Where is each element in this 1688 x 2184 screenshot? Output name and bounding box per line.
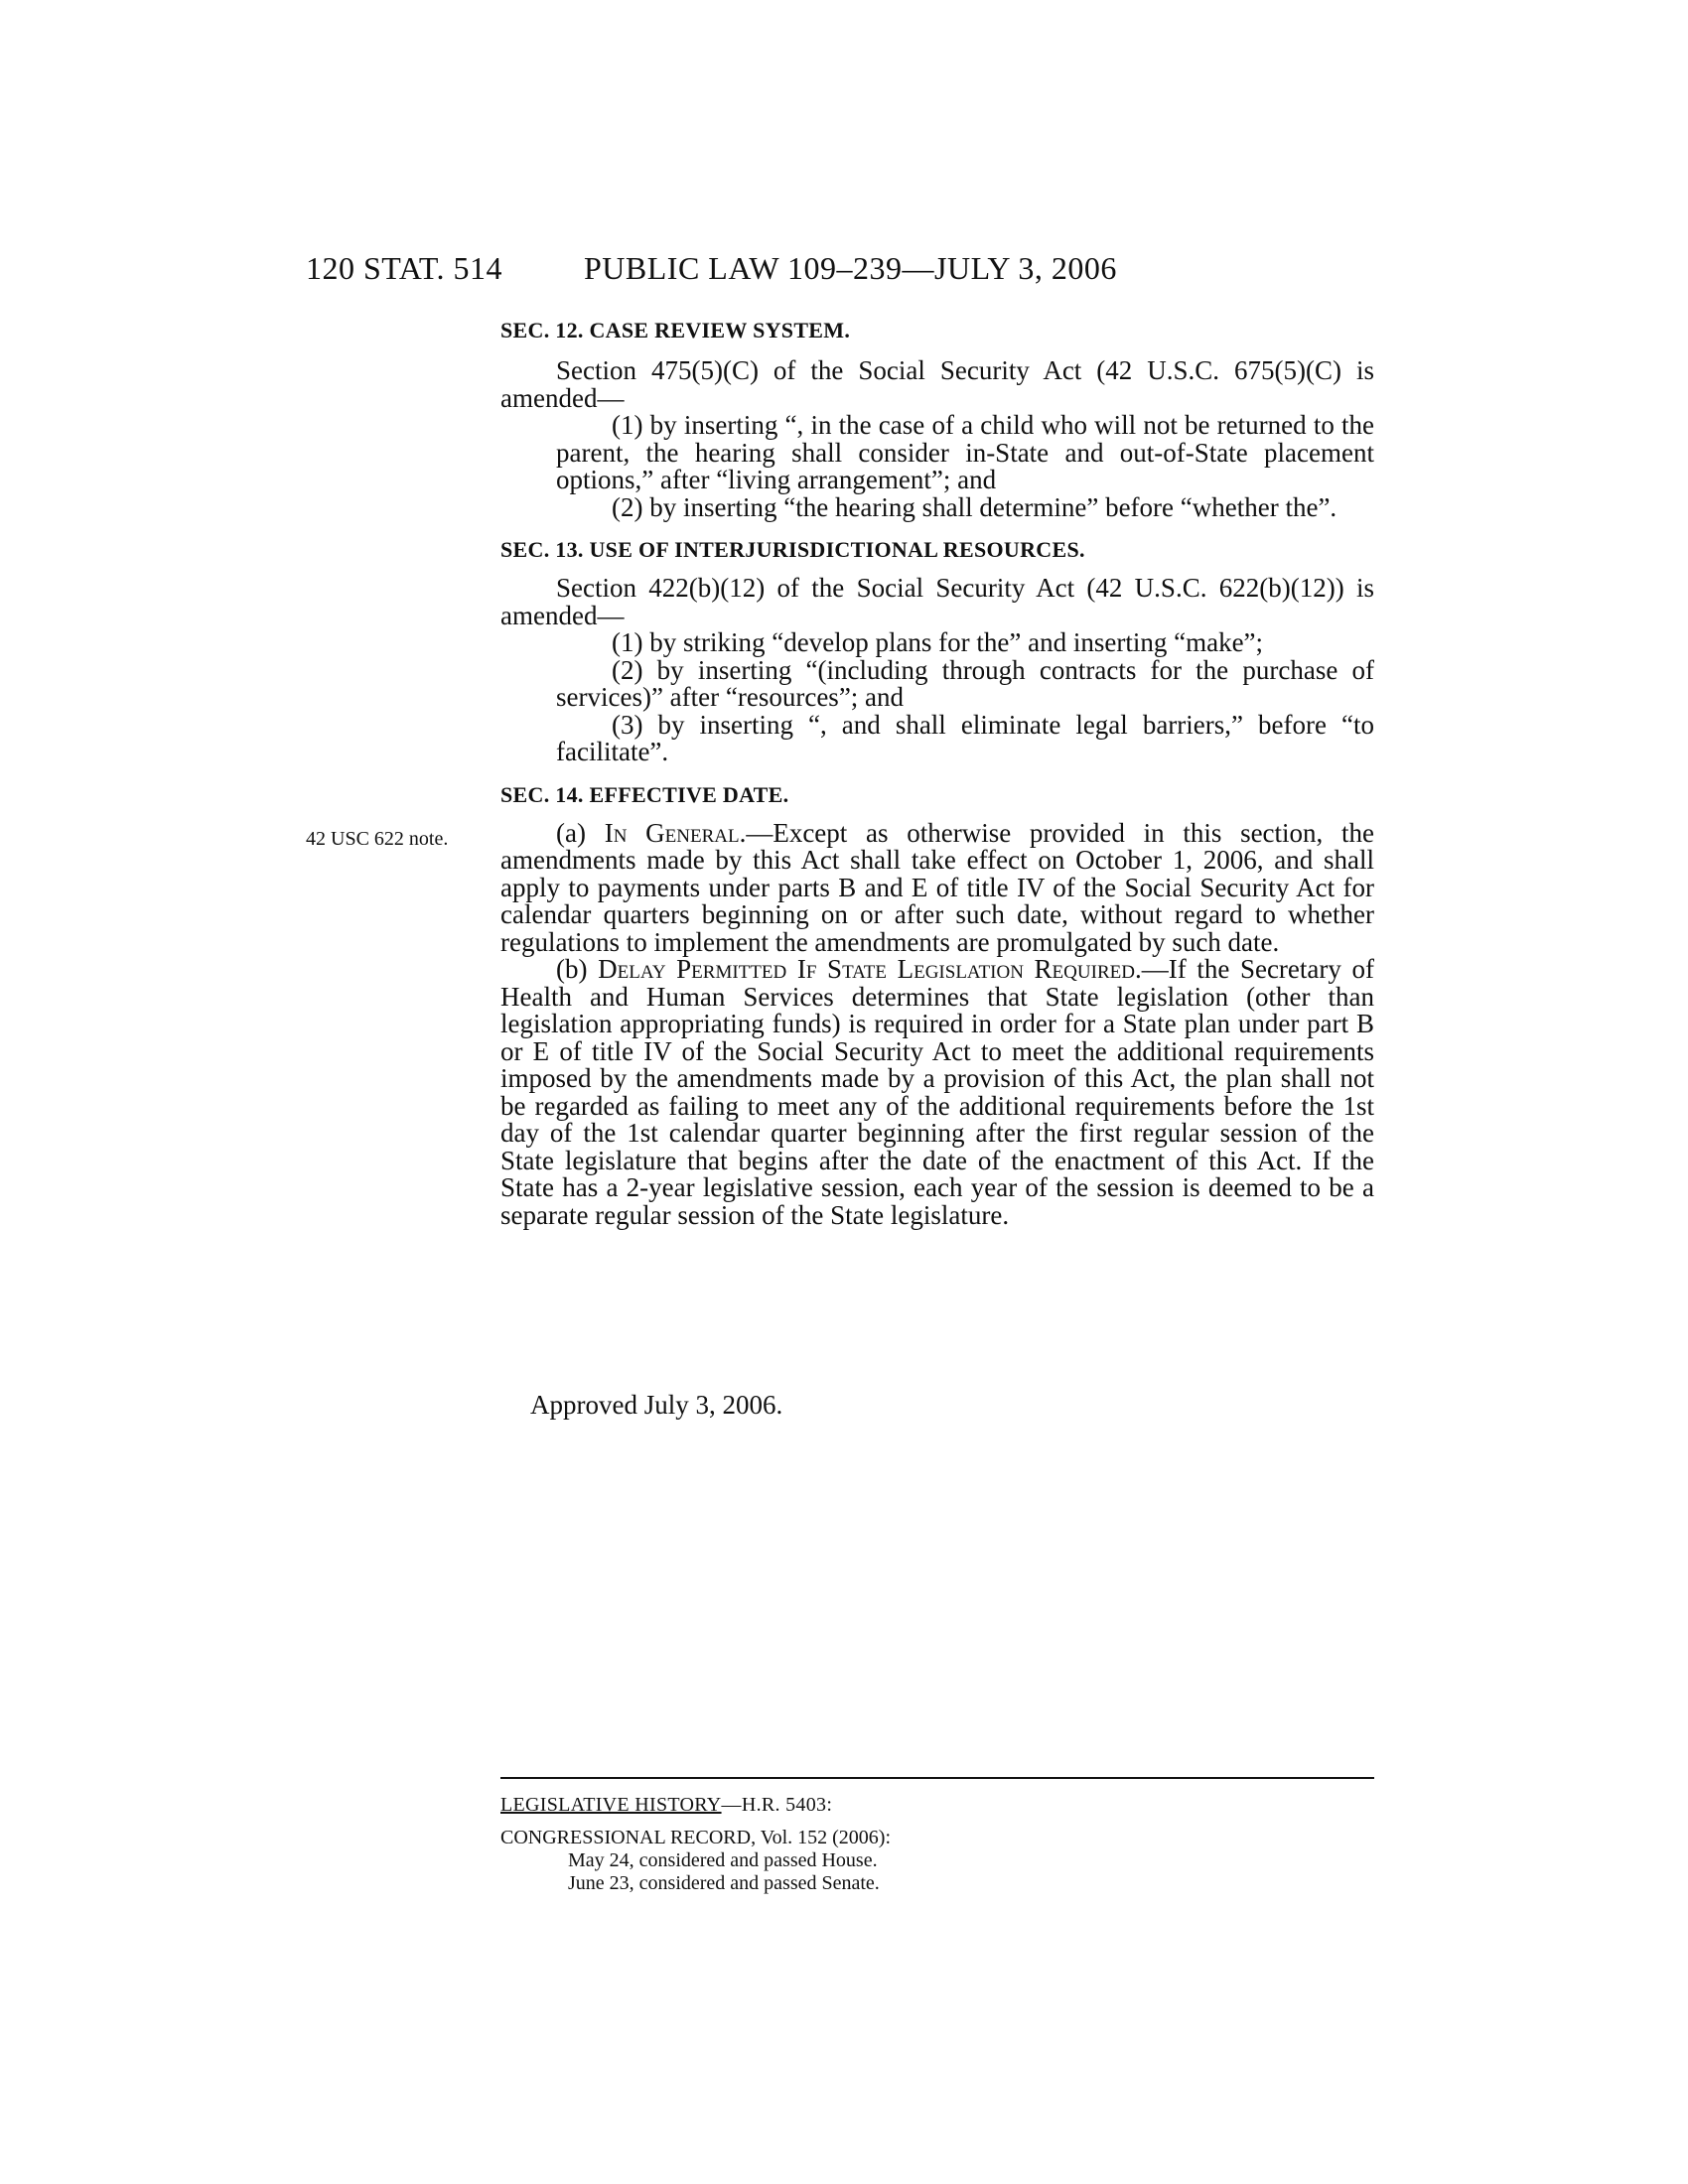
subsection-b-title: Delay Permitted If State Legislation Required. bbox=[598, 954, 1142, 984]
section-13-intro: Section 422(b)(12) of the Social Security Act (42 U.S.C. 622(b)(12)) is amended— bbox=[500, 573, 1374, 630]
section-13-heading: SEC. 13. USE OF INTERJURISDICTIONAL RESOURCES. bbox=[500, 537, 1085, 562]
subsection-b-label: (b) bbox=[556, 954, 599, 984]
approval-date: Approved July 3, 2006. bbox=[530, 1390, 783, 1420]
history-entry: May 24, considered and passed House. bbox=[568, 1849, 878, 1871]
section-13-item-1: (1) by striking “develop plans for the” and inserting “make”; bbox=[612, 627, 1264, 657]
subsection-a-text: —Except as otherwise provided in this section, the amendments made by this Act shall take effect on October 1, 2006, and shall apply to payments under parts B and E of title IV of the Social Security Act for calendar quarters beginning on or after such date, without regard to whether regulations to implement the amendments are promulgated by such date. bbox=[500, 817, 1375, 957]
document-body bbox=[500, 316, 1374, 1229]
section-13-item-3: (3) by inserting “, and shall eliminate legal barriers,” before “to facilitate”. bbox=[556, 709, 1374, 766]
section-14-subsection-a bbox=[500, 817, 1375, 957]
legislative-history-footer bbox=[500, 1777, 1374, 1895]
margin-note: 42 USC 622 note. bbox=[306, 828, 449, 850]
statute-page-number: 120 STAT. 514 bbox=[306, 250, 503, 286]
section-14-subsection-b bbox=[500, 956, 1374, 1229]
footer-divider bbox=[500, 1777, 1374, 1779]
congressional-record-label: CONGRESSIONAL RECORD bbox=[500, 1827, 752, 1848]
subsection-a-title: In General. bbox=[604, 817, 747, 848]
legislative-history-title bbox=[500, 1793, 1374, 1817]
legislative-history-bill: —H.R. 5403: bbox=[721, 1794, 833, 1816]
history-entry: June 23, considered and passed Senate. bbox=[568, 1872, 880, 1894]
congressional-record-volume: , Vol. 152 (2006): bbox=[751, 1827, 891, 1848]
running-head-title: PUBLIC LAW 109–239—JULY 3, 2006 bbox=[584, 250, 1117, 286]
section-12-intro: Section 475(5)(C) of the Social Security Act (42 U.S.C. 675(5)(C) is amended— bbox=[500, 355, 1374, 413]
congressional-record-line bbox=[500, 1827, 1374, 1849]
section-12-item-1: (1) by inserting “, in the case of a child who will not be returned to the parent, the hearing shall consider in-State and out-of-State placement options,” after “living arrangement”; and bbox=[556, 410, 1374, 494]
legislative-history-label: LEGISLATIVE HISTORY bbox=[500, 1794, 722, 1816]
section-13-item-2: (2) by inserting “(including through contracts for the purchase of services)” after “resources”; and bbox=[556, 654, 1374, 712]
subsection-a-label: (a) bbox=[556, 817, 605, 848]
section-14-heading: SEC. 14. EFFECTIVE DATE. bbox=[500, 781, 789, 807]
subsection-b-text: —If the Secretary of Health and Human Services determines that State legislation (other than legislation appropriating funds) is required in order for a State plan under part B or E of title IV of the Social Security Act to meet the additional requirements imposed by the amendments made by a provision of this Act, the plan shall not be regarded as failing to meet any of the additional requirements before the 1st day of the 1st calendar quarter beginning after the first regular session of the State legislature that begins after the date of the enactment of this Act. If the State has a 2-year legislative session, each year of the session is deemed to be a separate regular session of the State legislature. bbox=[500, 954, 1374, 1230]
section-12-item-2: (2) by inserting “the hearing shall determine” before “whether the”. bbox=[612, 491, 1337, 522]
section-12-heading: SEC. 12. CASE REVIEW SYSTEM. bbox=[500, 318, 851, 342]
